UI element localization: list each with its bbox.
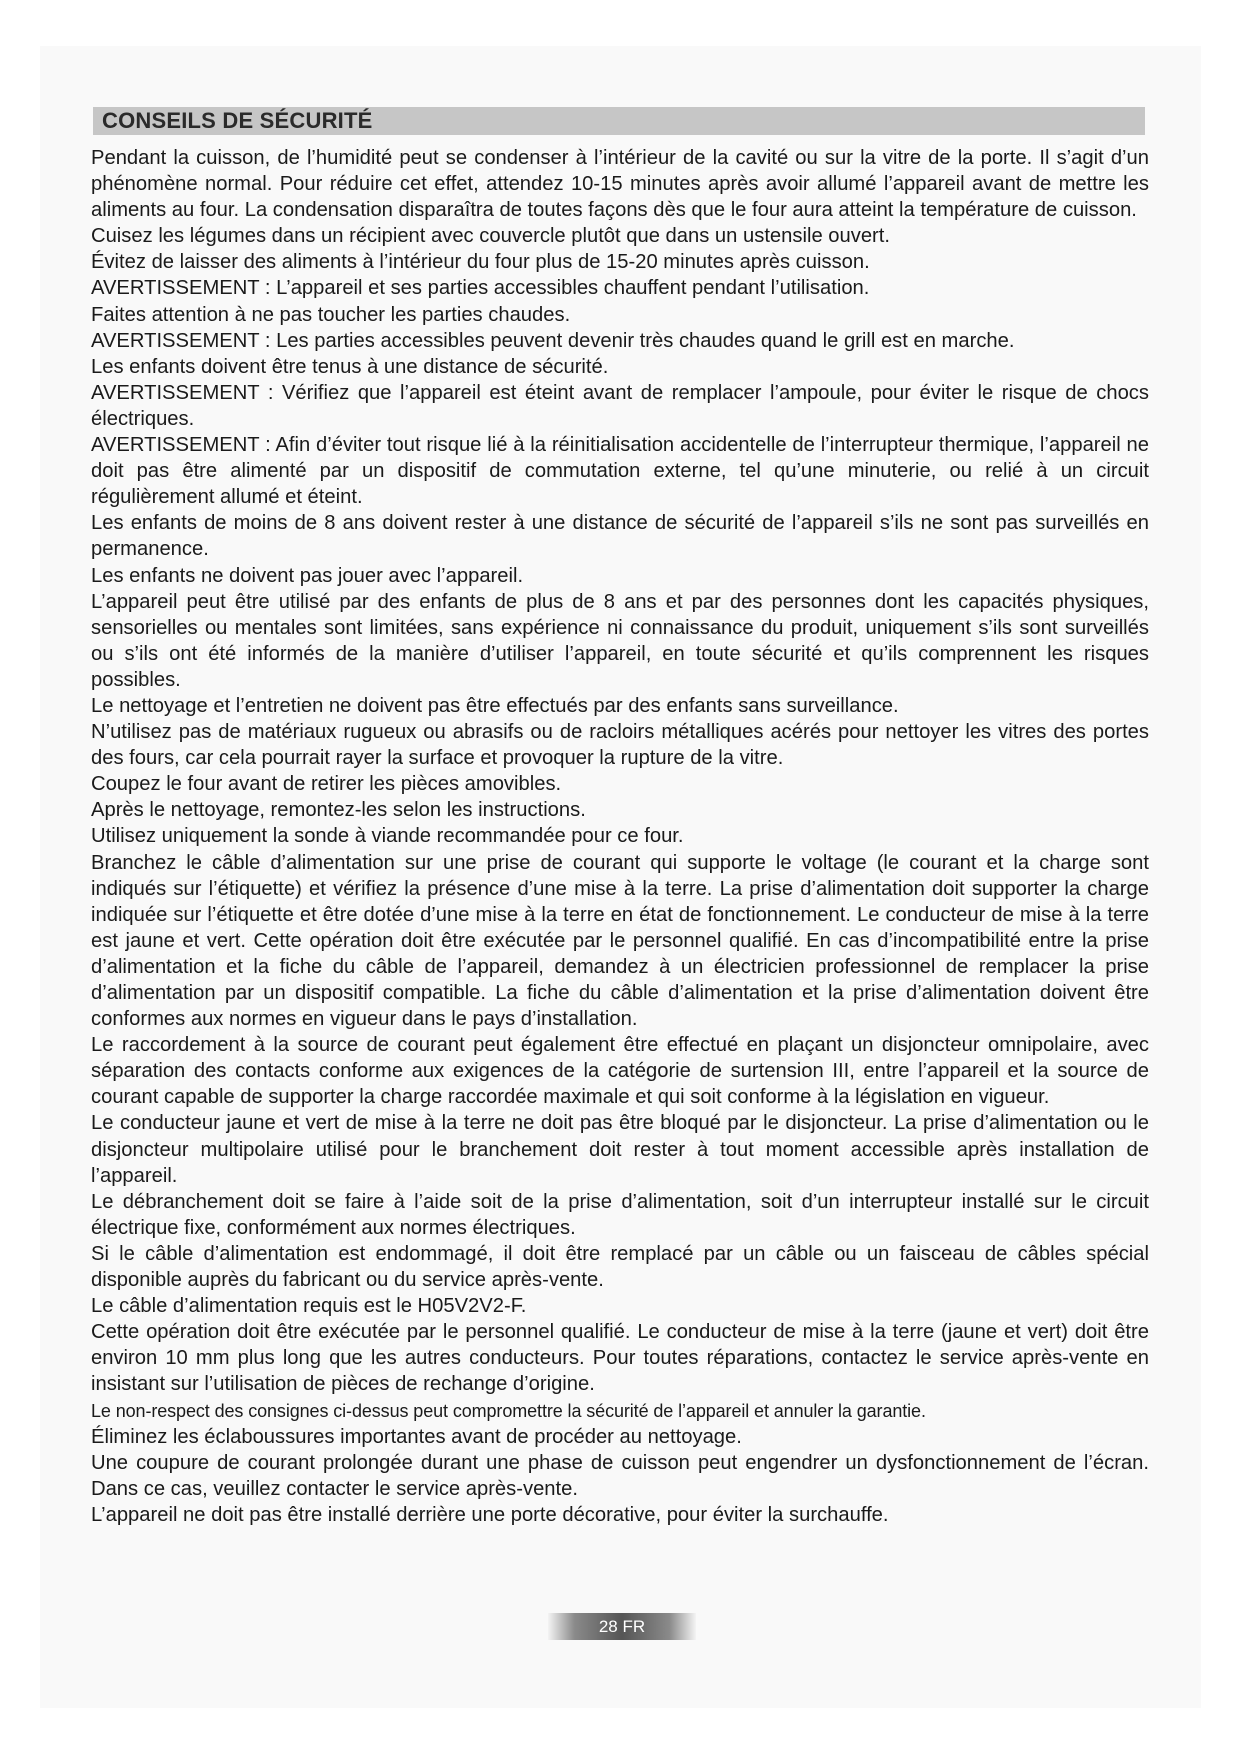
paragraph-power-connection: Branchez le câble d’alimentation sur une prise de courant qui supporte le voltage (le courant et la charge sont indiqués sur l’étiquette) et vérifiez la présence d’une mise à la terre. La prise d’alimentation doit supporter la charge indiquée sur l’étiquette et être dotée d’une mise à la terre en état de fonctionnement. Le conducteur de mise à la terre est jaune et vert. Cette opération doit être exécutée par le personnel qualifié. En cas d’incompatibilité entre la prise d’alimentation et la fiche du câble de l’appareil, demandez à un électricien professionnel de remplacer la prise d’alimentation par un dispositif compatible. La fiche du câble d’alimentation et la prise d’alimentation doivent être conformes aux normes en vigueur dans le pays d’installation. <box>91 851 1149 1031</box>
paragraph-reassemble: Après le nettoyage, remontez-les selon les instructions. <box>91 799 586 822</box>
paragraph-power-cut: Une coupure de courant prolongée durant une phase de cuisson peut engendrer un dysfonctionnement de l’écran. Dans ce cas, veuillez contacter le service après-vente. <box>91 1451 1149 1500</box>
paragraph-disconnection: Le débranchement doit se faire à l’aide soit de la prise d’alimentation, soit d’un interrupteur installé sur le circuit électrique fixe, conformément aux normes électriques. <box>91 1190 1149 1239</box>
paragraph-earth-conductor: Le conducteur jaune et vert de mise à la terre ne doit pas être bloqué par le disjoncteur. La prise d’alimentation ou le disjoncteur multipolaire utilisé pour le branchement doit rester à tout moment accessible après installation de l’appareil. <box>91 1112 1149 1187</box>
paragraph-food-left-inside: Évitez de laisser des aliments à l’intérieur du four plus de 15-20 minutes après cuisson. <box>91 251 870 274</box>
paragraph-do-not-touch: Faites attention à ne pas toucher les parties chaudes. <box>91 303 571 326</box>
paragraph-omnipolar-switch: Le raccordement à la source de courant peut également être effectué en plaçant un disjoncteur omnipolaire, avec séparation des contacts conforme aux exigences de la catégorie de surtension III, entre l’appareil et la source de courant capable de supporter la charge raccordée maximale et qui soit conforme à la législation en vigueur. <box>91 1034 1149 1109</box>
paragraph-warning-lamp: AVERTISSEMENT : Vérifiez que l’appareil est éteint avant de remplacer l’ampoule, pour éviter le risque de chocs électriques. <box>91 381 1149 430</box>
page-number: 28 FR <box>598 1617 646 1636</box>
paragraph-children-under-8: Les enfants de moins de 8 ans doivent rester à une distance de sécurité de l’appareil s’ils ne sont pas surveillés en permanence. <box>91 512 1149 561</box>
section-title: CONSEILS DE SÉCURITÉ <box>102 108 373 133</box>
safety-text-body <box>91 145 1149 1528</box>
paragraph-children-no-play: Les enfants ne doivent pas jouer avec l’appareil. <box>91 564 524 587</box>
paragraph-cleaning-children: Le nettoyage et l’entretien ne doivent pas être effectués par des enfants sans surveillance. <box>91 694 899 717</box>
paragraph-qualified-personnel: Cette opération doit être exécutée par le personnel qualifié. Le conducteur de mise à la terre (jaune et vert) doit être environ 10 mm plus long que les autres conducteurs. Pour toutes réparations, contactez le service après-vente en insistant sur l’utilisation de pièces de rechange d’origine. <box>91 1321 1149 1396</box>
paragraph-usage-persons: L’appareil peut être utilisé par des enfants de plus de 8 ans et par des personnes dont les capacités physiques, sensorielles ou mentales sont limitées, sans expérience ni connaissance du produit, uniquement s’ils sont surveillés ou s’ils ont été informés de la manière d’utiliser l’appareil, en toute sécurité et qu’ils comprennent les risques possibles. <box>91 590 1149 691</box>
paragraph-warning-hot-parts: AVERTISSEMENT : L’appareil et ses parties accessibles chauffent pendant l’utilisation. <box>91 277 870 300</box>
paragraph-abrasive-materials: N’utilisez pas de matériaux rugueux ou abrasifs ou de racloirs métalliques acérés pour nettoyer les vitres des portes des fours, car cela pourrait rayer la surface et provoquer la rupture de la vitre. <box>91 721 1149 770</box>
paragraph-warning-grill: AVERTISSEMENT : Les parties accessibles peuvent devenir très chaudes quand le grill est en marche. <box>91 329 1015 352</box>
paragraph-splashes: Éliminez les éclaboussures importantes avant de procéder au nettoyage. <box>91 1425 742 1448</box>
paragraph-warranty: Le non-respect des consignes ci-dessus peut compromettre la sécurité de l’appareil et annuler la garantie. <box>91 1400 926 1421</box>
paragraph-condensation: Pendant la cuisson, de l’humidité peut se condenser à l’intérieur de la cavité ou sur la vitre de la porte. Il s’agit d’un phénomène normal. Pour réduire cet effet, attendez 10-15 minutes après avoir allumé l’appareil avant de mettre les aliments au four. La condensation disparaîtra de toutes façons dès que le four aura atteint la température de cuisson. <box>91 147 1149 222</box>
paragraph-meat-probe: Utilisez uniquement la sonde à viande recommandée pour ce four. <box>91 825 684 848</box>
paragraph-decorative-door: L’appareil ne doit pas être installé derrière une porte décorative, pour éviter la surchauffe. <box>91 1503 889 1526</box>
paragraph-cable-type: Le câble d’alimentation requis est le H05V2V2-F. <box>91 1295 527 1318</box>
paragraph-warning-thermal-switch: AVERTISSEMENT : Afin d’éviter tout risque lié à la réinitialisation accidentelle de l’interrupteur thermique, l’appareil ne doit pas être alimenté par un dispositif de commutation externe, tel qu’une minuterie, ou relié à un circuit régulièrement allumé et éteint. <box>91 434 1149 509</box>
paragraph-switch-off: Coupez le four avant de retirer les pièces amovibles. <box>91 773 562 796</box>
paragraph-damaged-cable: Si le câble d’alimentation est endommagé, il doit être remplacé par un câble ou un faisceau de câbles spécial disponible auprès du fabricant ou du service après-vente. <box>91 1242 1149 1292</box>
paragraph-children-distance: Les enfants doivent être tenus à une distance de sécurité. <box>91 355 609 378</box>
paragraph-vegetables: Cuisez les légumes dans un récipient avec couvercle plutôt que dans un ustensile ouvert. <box>91 225 890 248</box>
